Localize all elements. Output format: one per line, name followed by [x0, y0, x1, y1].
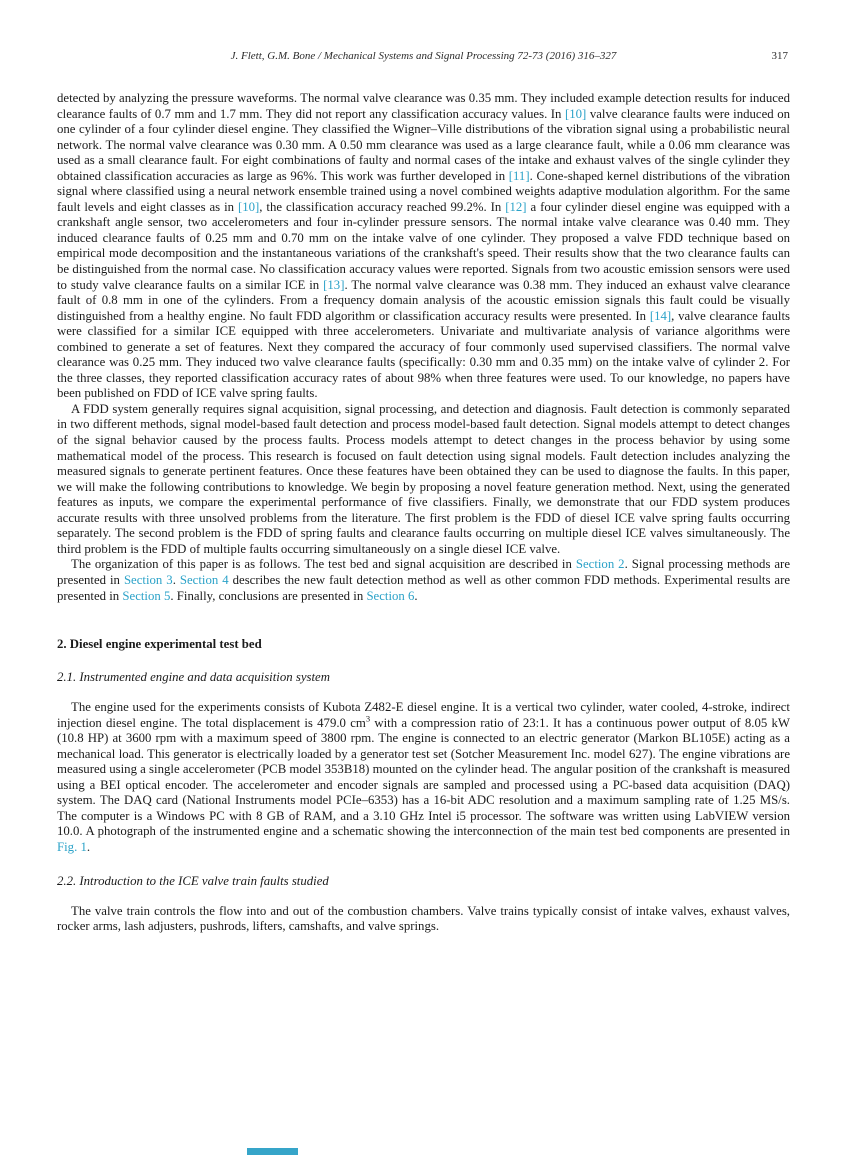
paragraph: detected by analyzing the pressure waveforms. The normal valve clearance was 0.35 mm. They included example detection results for induced clearance faults of 0.7 mm and 1.7 mm. They did not report any classification accuracy values. In [10] valve clearance faults were induced on one cylinder of a four cylinder diesel engine. They classified the Wigner–Ville distributions of the vibration signal using a probabilistic neural network. The normal valve clearance was 0.30 mm. A 0.50 mm clearance was used as a large clearance fault, while a 0.06 mm clearance was used as a small clearance fault. For eight combinations of faulty and normal cases of the intake and exhaust valves of the single cylinder they obtained classification accuracies as large as 96%. This work was further developed in [11]. Cone-shaped kernel distributions of the vibration signal where classified using a neural network ensemble trained using a novel combined weights adaptive modulation algorithm. For the same fault levels and eight classes as in [10], the classification accuracy reached 99.2%. In [12] a four cylinder diesel engine was equipped with a crankshaft angle sensor, two accelerometers and four in-cylinder pressure sensors. The normal intake valve clearance was 0.40 mm. They induced clearance faults of 0.25 mm and 0.70 mm on the intake valve of one cylinder. They proposed a valve FDD technique based on empirical mode decomposition and the instantaneous variations of the crankshaft's speed. Their results show that the two clearance faults can be distinguished from the normal case. No classification accuracy values were reported. Signals from two acoustic emission sensors were used to study valve clearance faults on a similar ICE in [13]. The normal valve clearance was 0.38 mm. They induced an exhaust valve clearance fault of 0.8 mm in one of the cylinders. From a frequency domain analysis of the acoustic emission signals this fault could be visually distinguished from a healthy engine. No fault FDD algorithm or classification accuracy results were presented. In [14], valve clearance faults were classified for a similar ICE equipped with three accelerometers. Univariate and multivariate analysis of variance algorithms were combined to generate a set of features. Next they compared the accuracy of four commonly used supervised classifiers. The normal valve clearance was 0.25 mm. They induced two valve clearance faults (specifically: 0.30 mm and 0.35 mm) on the intake valve of cylinder 2. For the three classes, they reported classification accuracy rates of about 98% when three features were used. To our knowledge, no papers have been published on FDD of ICE valve spring faults. — [57, 91, 791, 401]
section-heading: 2. Diesel engine experimental test bed — [57, 637, 262, 652]
reference-link[interactable]: Section 6 — [366, 588, 415, 603]
reference-link[interactable]: Section 5 — [122, 588, 171, 603]
subsection-heading: 2.2. Introduction to the ICE valve train faults studied — [57, 873, 329, 888]
paragraph: The organization of this paper is as follows. The test bed and signal acquisition are described in Section 2. Signal processing methods are presented in Section 3. Section 4 describes the new fault detection method as well as other common FDD methods. Experimental results are presented in Section 5. Finally, conclusions are presented in Section 6. — [57, 557, 791, 603]
reference-link[interactable]: [12] — [505, 199, 527, 214]
paragraph: The valve train controls the flow into and out of the combustion chambers. Valve trains typically consist of intake valves, exhaust valves, rocker arms, lash adjusters, pushrods, lifters, camshafts, and valve springs. — [57, 903, 790, 934]
article-body — [57, 91, 790, 935]
subsection-heading: 2.1. Instrumented engine and data acquisition system — [57, 670, 330, 685]
reference-link[interactable]: [13] — [323, 277, 345, 292]
reference-link[interactable]: [11] — [508, 168, 530, 183]
reference-link[interactable]: [10] — [237, 199, 260, 214]
bottom-edge-artifact — [247, 1148, 298, 1155]
reference-link[interactable]: Section 3 — [123, 572, 173, 587]
running-title: J. Flett, G.M. Bone / Mechanical Systems and Signal Processing 72-73 (2016) 316–327 — [230, 50, 617, 62]
reference-link[interactable]: Section 2 — [575, 557, 625, 572]
superscript: 3 — [365, 713, 371, 724]
reference-link[interactable]: Fig. 1 — [57, 839, 87, 854]
page-number: 317 — [771, 50, 788, 62]
running-header — [57, 50, 790, 64]
paragraph: The engine used for the experiments consists of Kubota Z482-E diesel engine. It is a vertical two cylinder, water cooled, 4-stroke, indirect injection diesel engine. The total displacement is 479.0 $cm^3$ with a compression ratio of 23:1. It has a continuous power output of 8.05 kW (10.8 HP) at 3600 rpm with a maximum speed of 3800 rpm. The engine is connected to an electric generator (Markon BL105E) acting as a mechanical load. This generator is electrically loaded by a generator test set (Sotcher Measurement Inc. model 627). The engine vibrations are measured using a single accelerometer (PCB model 353B18) mounted on the cylinder head. The angular position of the crankshaft is measured using a BEI optical encoder. The accelerometer and encoder signals are sampled and processed using a PC-based data acquisition (DAQ) system. The DAQ card (National Instruments model PCIe–6353) has a 16-bit ADC resolution and a maximum sampling rate of 1.25 MS/s. The computer is a Windows PC with 8 GB of RAM, and a 3.10 GHz Intel i5 processor. The software was written using LabVIEW version 10.0. A photograph of the instrumented engine and a schematic showing the interconnection of the main test bed components are presented in Fig. 1. — [57, 700, 790, 854]
reference-link[interactable]: [10] — [564, 106, 587, 121]
paragraph: A FDD system generally requires signal acquisition, signal processing, and detection and diagnosis. Fault detection is commonly separated in two different methods, signal model-based fault detection and process model-based fault detection. Signal models attempt to detect changes of the signal behavior caused by the process faults. Process models attempt to detect changes in the process behavior by using some mathematical model of the process. This research is focused on fault detection using signal models. Fault detection includes analyzing the measured signals to generate pertinent features. Once these features have been obtained they can be used to diagnose the faults. In this paper, we will make the following contributions to knowledge. We begin by proposing a novel feature generation method. Next, using the generated features as inputs, we compare the experimental performance of five classifiers. Finally, we demonstrate that our FDD system produces accurate results with three unsolved problems from the literature. The first problem is the FDD of diesel ICE valve spring faults occurring separately. The second problem is the FDD of spring faults and clearance faults occurring on multiple diesel ICE valves simultaneously. The third problem is the FDD of multiple faults occurring simultaneously on a single diesel ICE valve. — [57, 401, 790, 556]
reference-link[interactable]: [14] — [649, 308, 672, 323]
reference-link[interactable]: Section 4 — [179, 572, 229, 587]
